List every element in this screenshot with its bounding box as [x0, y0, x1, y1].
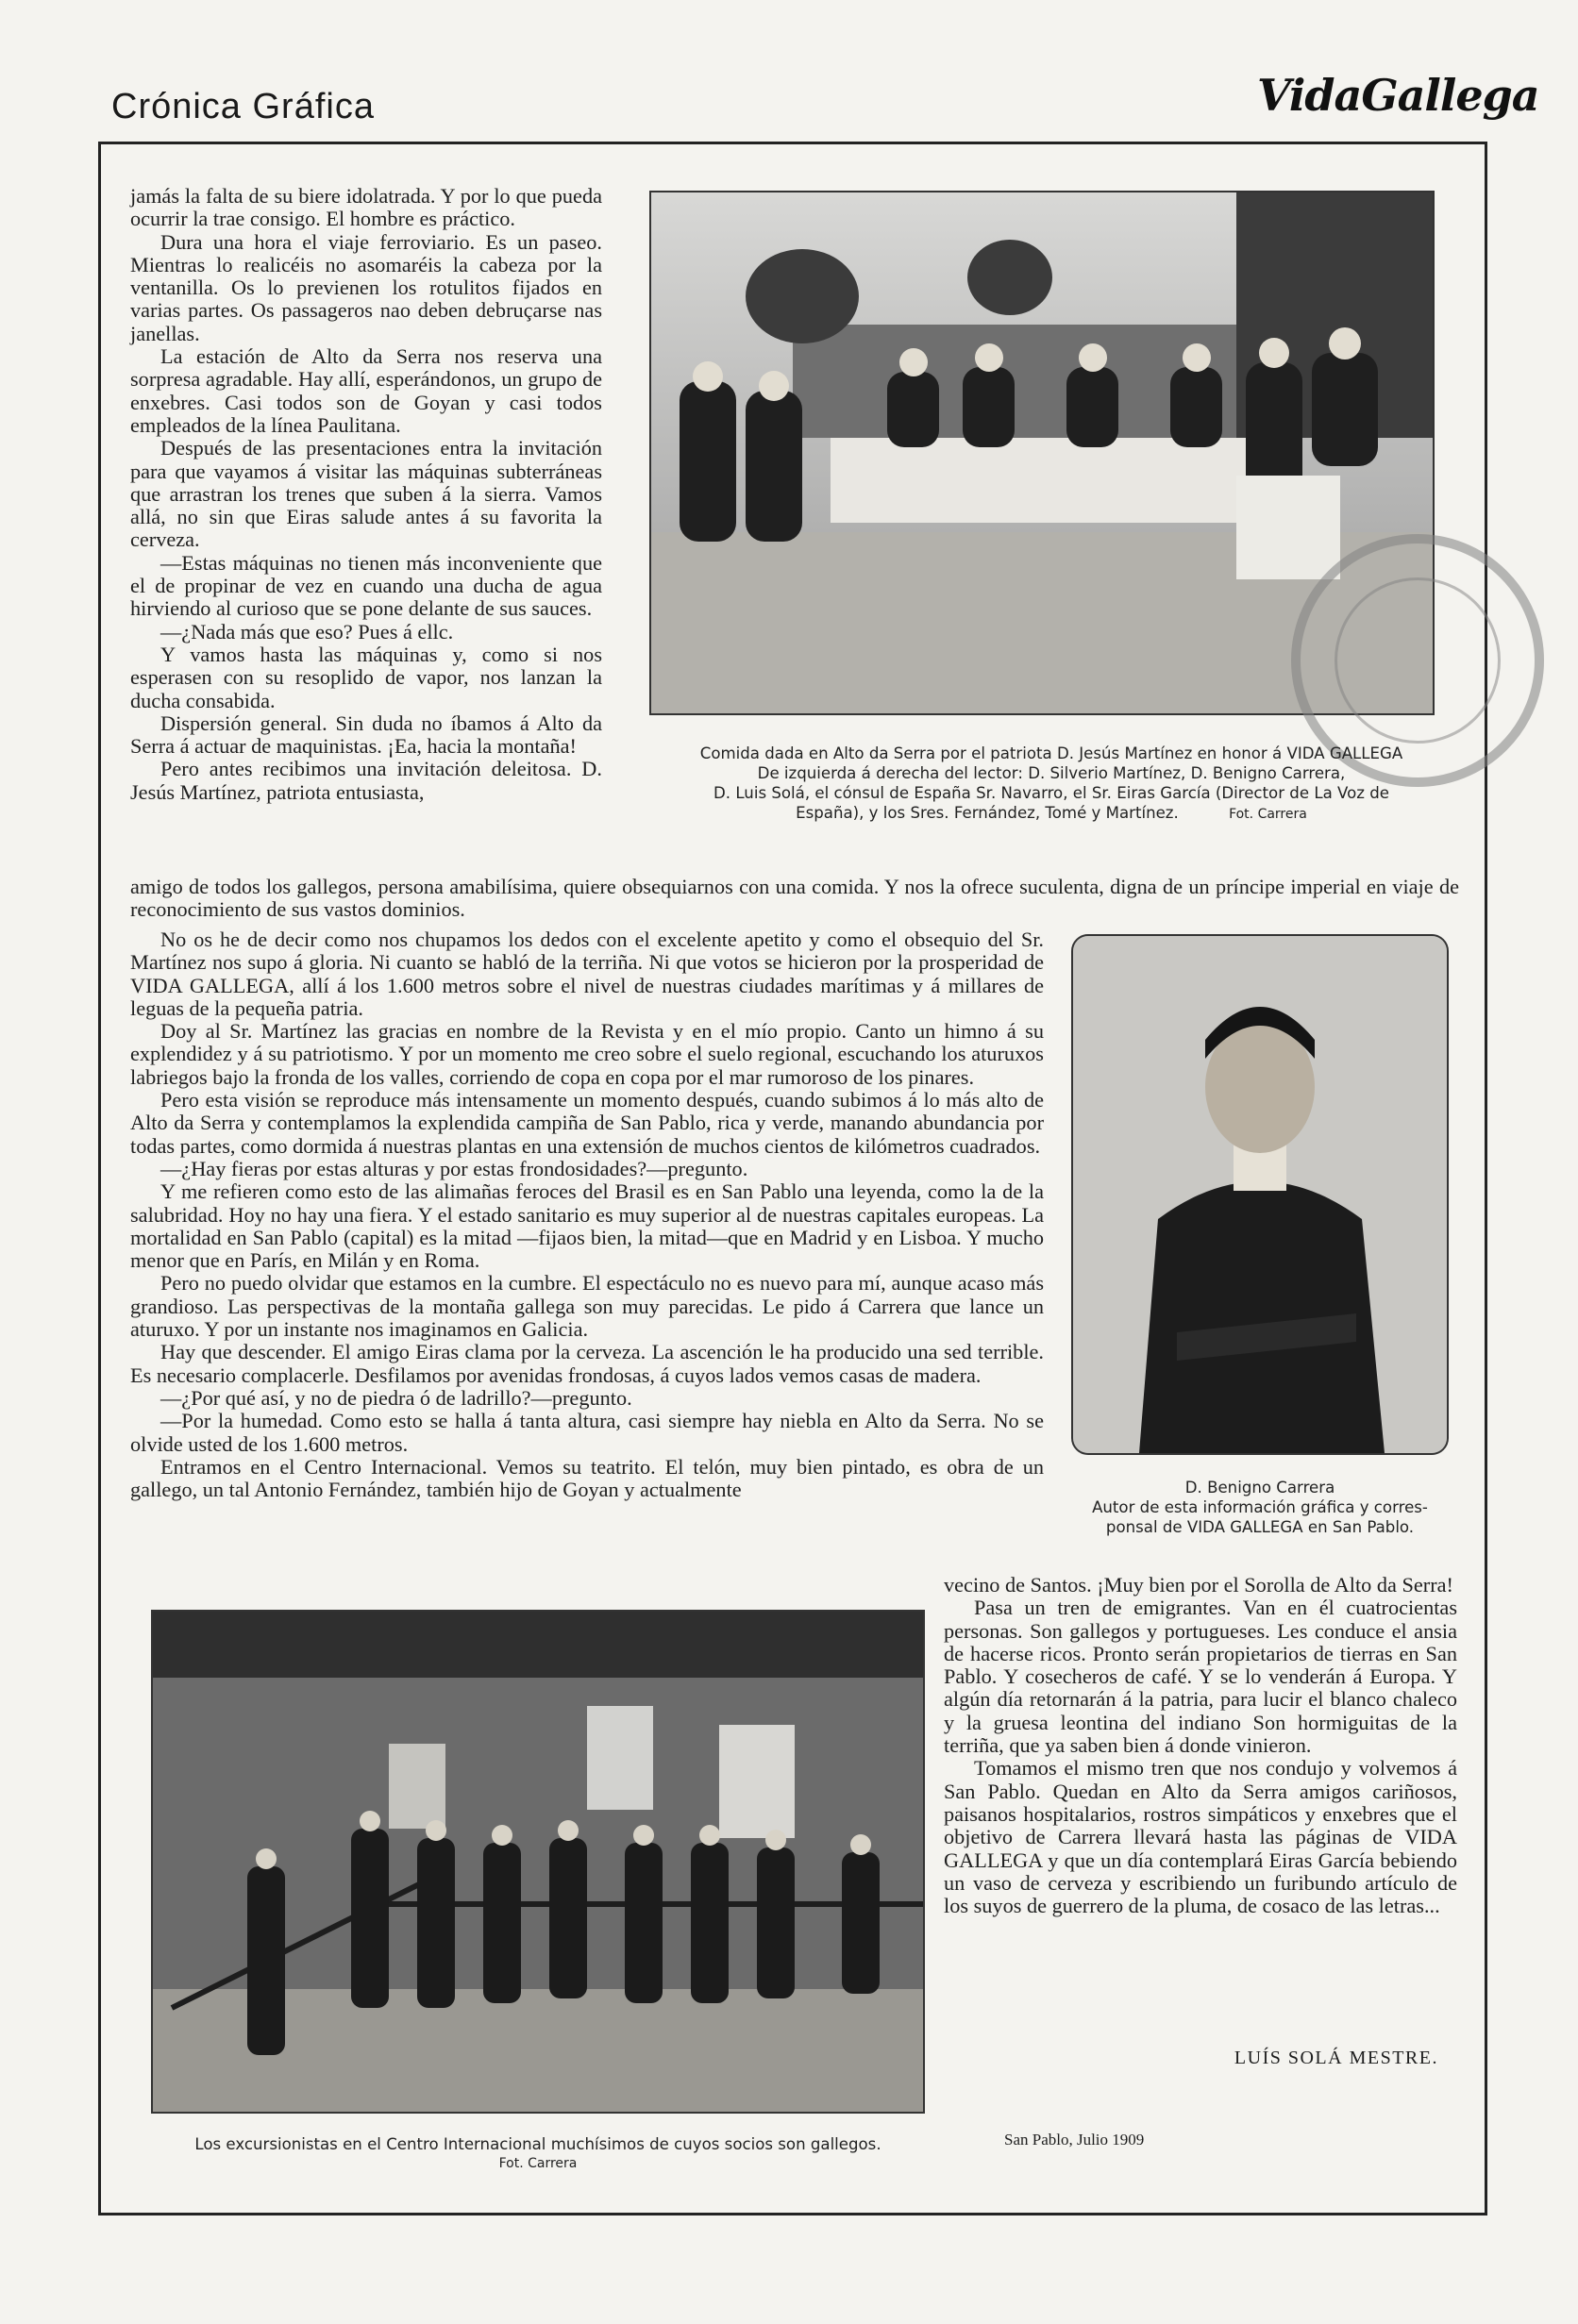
paragraph: Pero antes recibimos una invitación deleitosa. D. Jesús Martínez, patriota entusiasta,	[130, 757, 602, 804]
photo-credit: Fot. Carrera	[498, 2156, 578, 2171]
paragraph: Pero no puedo olvidar que estamos en la cumbre. El espectáculo no es nuevo para mí, aunque acaso más grandioso. Las perspectivas de la montaña gallega son muy parecidas. Le pido á Carrera que lance un aturuxo. Y por un instante nos imaginamos en Galicia.	[130, 1271, 1044, 1342]
caption-line-text: España), y los Sres. Fernández, Tomé y Martínez.	[796, 804, 1179, 822]
paragraph: Pasa un tren de emigrantes. Van en él cuatrocientas personas. Son gallegos y portugueses. Les conduce el ansia de hacerse ricos. Pronto serán propietarios de tierras en San Pablo. Y cosecheros de café. Y se lo venderán á Europa. Y algún día retornarán á la patria, para lucir el blanco chaleco y la gruesa leontina del indiano Son hormiguitas de la terriña, que ya saben bien á donde vinieron.	[944, 1596, 1457, 1758]
author-signature: LUÍS SOLÁ MESTRE.	[1234, 2048, 1438, 2068]
paragraph: Entramos en el Centro Internacional. Vemos su teatrito. El telón, muy bien pintado, es obra de un gallego, un tal Antonio Fernández, también hijo de Goyan y actualmente	[130, 1454, 1044, 1502]
photo-credit: Fot. Carrera	[1229, 807, 1307, 822]
paragraph: amigo de todos los gallegos, persona amabilísima, quiere obsequiarnos con una comida. Y nos la ofrece suculenta, digna de un príncipe imperial en viaje de reconocimiento de sus vastos dominios.	[130, 875, 1459, 922]
paragraph: Y vamos hasta las máquinas y, como si nos esperasen con su resoplido de vapor, nos lanzan la ducha consabida.	[130, 642, 602, 712]
paragraph: Dispersión general. Sin duda no íbamos á Alto da Serra á actuar de maquinistas. ¡Ea, hacia la montaña!	[130, 711, 602, 759]
paragraph: —Estas máquinas no tienen más inconveniente que el de propinar de vez en cuando una ducha de agua hirviendo al curioso que se pone delante de sus sauces.	[130, 550, 602, 621]
paragraph: Tomamos el mismo tren que nos condujo y volvemos á San Pablo. Quedan en Alto da Serra amigos cariñosos, paisanos hospitalarios, rostros simpáticos y enxebres que el objetivo de Carrera llevará hasta las páginas de VIDA GALLEGA y que un día contemplará Eiras García bebiendo un vaso de cerveza y escribiendo un furibundo artículo de los suyos de guerrero de la pluma, de cosaco de las letras...	[944, 1756, 1457, 1918]
excursionists-photo-image	[153, 1612, 923, 2112]
caption-line: Comida dada en Alto da Serra por el patriota D. Jesús Martínez en honor á VIDA GALLEGA	[699, 744, 1403, 762]
paragraph: Hay que descender. El amigo Eiras clama por la cerveza. La ascención le ha producido una sed terrible. Es necesario complacerle. Desfilamos por avenidas frondosas, á cuyos lados vemos casas de madera.	[130, 1340, 1044, 1387]
article-column-top	[130, 185, 602, 804]
caption-line: ponsal de VIDA GALLEGA en San Pablo.	[1105, 1518, 1415, 1536]
paragraph: Doy al Sr. Martínez las gracias en nombre de la Revista y en el mío propio. Canto un himno á su explendidez y á su patriotismo. Y por un momento me creo sobre el suelo regional, escuchando los aturuxos labriegos bajo la fronda de los valles, corriendo de copa en copa por el mar rumoroso de los pinares.	[130, 1019, 1044, 1089]
paragraph: jamás la falta de su biere idolatrada. Y por lo que pueda ocurrir la trae consigo. El hombre es práctico.	[130, 184, 602, 231]
excursionists-caption	[132, 2134, 944, 2174]
paragraph: Y me refieren como esto de las alimañas feroces del Brasil es en San Pablo una leyenda, como la de la salubridad. Hoy no hay una fiera. Y el estado sanitario es muy superior al de nuestras capitales europeas. La mortalidad en San Pablo (capital) es la mitad —fijaos bien, la mitad—que en Madrid y en Lisboa. Y mucho menor que en París, en Milán y en Roma.	[130, 1179, 1044, 1273]
caption-line	[646, 803, 1457, 825]
article-column-bottom	[944, 1574, 1457, 1917]
portrait-photo	[1071, 934, 1449, 1455]
paragraph: Dura una hora el viaje ferroviario. Es un paseo. Mientras lo realicéis no asomaréis la cabeza por la ventanilla. Os lo previenen los rotulitos fijados en varias partes. Os passageros nao deben debruçarse nas janellas.	[130, 229, 602, 345]
paragraph: vecino de Santos. ¡Muy bien por el Sorolla de Alto da Serra!	[944, 1573, 1453, 1597]
paragraph: No os he de decir como nos chupamos los dedos con el excelente apetito y como el obsequio del Sr. Martínez nos supo á gloria. Ni cuanto se habló de la terriña. Ni que votos se hicieron por la prosperidad de VIDA GALLEGA, allí á los 1.600 metros sobre el nivel de nuestras ciudades marítimas y á millares de leguas de la pequeña patria.	[130, 928, 1044, 1020]
place-date: San Pablo, Julio 1909	[1004, 2131, 1145, 2148]
paragraph: —Por la humedad. Como esto se halla á tanta altura, casi siempre hay niebla en Alto da Serra. No se olvide usted de los 1.600 metros.	[130, 1409, 1044, 1456]
caption-line: D. Benigno Carrera	[1184, 1479, 1335, 1496]
article-full-width-1	[130, 876, 1459, 922]
paragraph: —¿Nada más que eso? Pues á ellc.	[160, 619, 454, 644]
caption-line: De izquierda á derecha del lector: D. Silverio Martínez, D. Benigno Carrera,	[757, 764, 1346, 782]
caption-line: Autor de esta información gráfica y corres-	[1092, 1498, 1428, 1516]
portrait-photo-image	[1073, 936, 1447, 1453]
excursionists-photo	[151, 1610, 925, 2114]
section-title: Crónica Gráfica	[111, 87, 375, 126]
paragraph: —¿Por qué así, y no de piedra ó de ladrillo?—pregunto.	[160, 1385, 632, 1410]
paragraph: La estación de Alto da Serra nos reserva una sorpresa agradable. Hay allí, esperándonos, un grupo de enxebres. Casi todos son de Goyan y casi todos empleados de la línea Paulitana.	[130, 344, 602, 437]
banquet-caption	[646, 744, 1457, 825]
caption-line: Los excursionistas en el Centro Internacional muchísimos de cuyos socios son gallegos.	[194, 2135, 881, 2153]
paragraph: Después de las presentaciones entra la invitación para que vayamos á visitar las máquinas subterráneas que arrastran los trenes que suben á la sierra. Vamos allá, no sin que Eiras salude antes á su favorita la cerveza.	[130, 436, 602, 552]
article-column-middle	[130, 928, 1044, 1501]
paragraph: Pero esta visión se reproduce más intensamente un momento después, cuando subimos á lo más alto de Alto da Serra y contemplamos la explendida campiña de San Pablo, rica y verde, manando abundancia por todas partes, como dormida á nuestras plantas en una extensión de muchos cientos de kilómetros cuadrados.	[130, 1088, 1044, 1158]
caption-line: D. Luis Solá, el cónsul de España Sr. Navarro, el Sr. Eiras García (Director de La Voz de	[713, 784, 1389, 802]
paragraph: —¿Hay fieras por estas alturas y por estas frondosidades?—pregunto.	[160, 1156, 748, 1180]
portrait-caption	[1055, 1478, 1465, 1537]
magazine-logo: VidaGallega	[1257, 70, 1539, 121]
